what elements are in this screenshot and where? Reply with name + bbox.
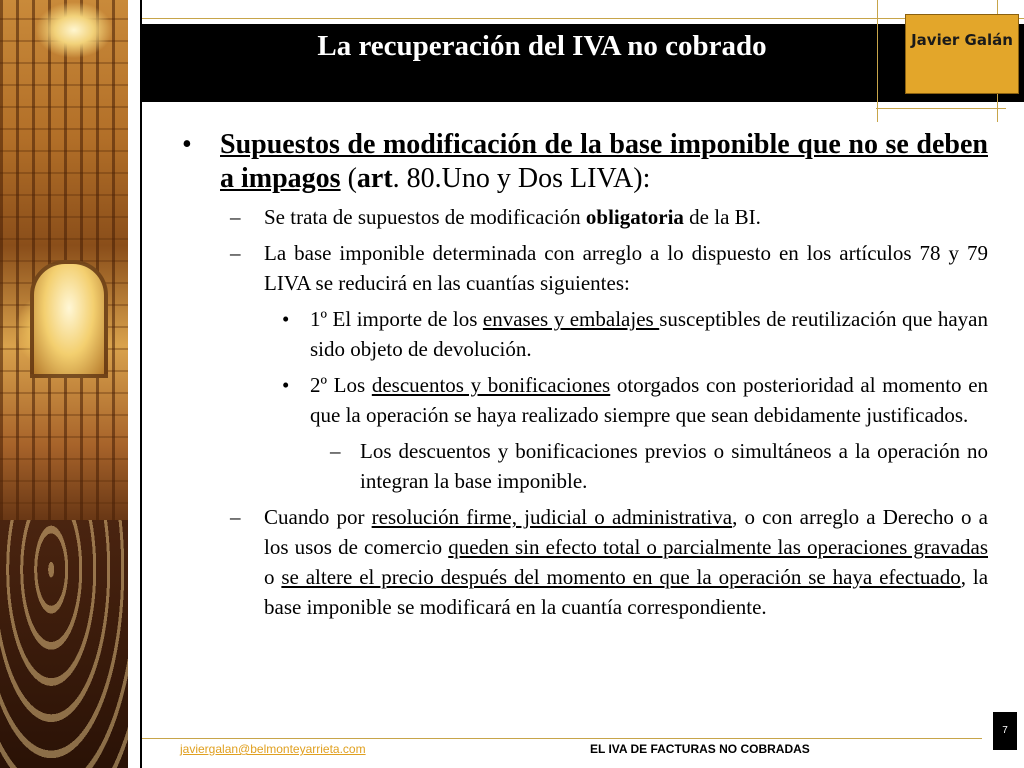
bullet-marker: • — [282, 307, 290, 331]
dash-marker: – — [230, 241, 241, 265]
dash-marker: – — [230, 205, 241, 229]
item-modificacion-obligatoria — [178, 202, 988, 232]
text-fragment: de la BI. — [683, 205, 761, 229]
text-fragment: 2º Los — [310, 373, 372, 397]
item-resolucion-firme — [178, 502, 988, 622]
photo-arch — [30, 260, 108, 378]
gold-line-bottom — [876, 108, 1006, 109]
text-fragment: otorgados con posterioridad al momento en que la operación se haya realizado siempre que sean debidamente justificados. — [310, 373, 989, 427]
dash-marker: – — [330, 439, 341, 463]
underlined-queden-sin-efecto: queden sin efecto total o parcialmente las operaciones gravadas — [448, 535, 988, 559]
underlined-altere-precio: se altere el precio después del momento en que la operación se haya efectuado — [281, 565, 961, 589]
bold-obligatoria: obligatoria — [585, 205, 684, 229]
subitem-envases — [178, 304, 988, 364]
logo-javier-galan: Javier Galán — [905, 14, 1019, 94]
text-fragment: Se trata de supuestos de modificación — [264, 205, 586, 229]
bold-art: art — [356, 163, 393, 194]
text-fragment: , o con arreglo a Derecho o a los usos de comercio — [264, 505, 988, 559]
text-fragment: ( — [340, 163, 357, 194]
page-number: 7 — [993, 712, 1017, 750]
gold-line-top — [142, 18, 1024, 19]
underlined-descuentos: descuentos y bonificaciones — [371, 373, 611, 397]
text-fragment: o — [264, 565, 282, 589]
text-fragment: Cuando por — [264, 505, 372, 529]
text-fragment: Los descuentos y bonificaciones previos o simultáneos a la operación no integran la base imponible. — [360, 439, 988, 493]
text-fragment: 1º El importe de los — [310, 307, 483, 331]
text-fragment: susceptibles de reutilización que hayan sido objeto de devolución. — [310, 307, 988, 361]
bullet-marker: • — [182, 129, 192, 160]
underlined-resolucion: resolución firme, judicial o administrativa — [371, 505, 733, 529]
footer-divider — [142, 738, 982, 739]
bullet-marker: • — [282, 373, 290, 397]
footer-title: EL IVA DE FACTURAS NO COBRADAS — [590, 742, 810, 756]
slide-content — [178, 128, 988, 628]
text-fragment: , la base imponible se modificará en la cuantía correspondiente. — [264, 565, 989, 619]
left-divider-line — [140, 0, 142, 768]
item-base-imponible-reducira — [178, 238, 988, 298]
slide-title: La recuperación del IVA no cobrado — [317, 30, 767, 62]
heading-underlined: Supuestos de modificación de la base imponible que no se deben a impagos — [220, 129, 988, 194]
bullet-supuestos — [178, 128, 988, 196]
footer-email-link[interactable]: javiergalan@belmonteyarrieta.com — [180, 742, 366, 756]
library-dome-photo — [0, 0, 128, 768]
gold-line-vertical-left — [877, 0, 878, 122]
underlined-envases: envases y embalajes — [482, 307, 660, 331]
photo-reading-room — [0, 520, 128, 768]
subitem-descuentos — [178, 370, 988, 430]
text-fragment: . 80.Uno y Dos LIVA): — [392, 163, 651, 194]
text-fragment: La base imponible determinada con arreglo a lo dispuesto en los artículos 78 y 79 LIVA se reducirá en las cuantías siguientes: — [264, 241, 988, 295]
dash-marker: – — [230, 505, 241, 529]
subsubitem-previos — [178, 436, 988, 496]
